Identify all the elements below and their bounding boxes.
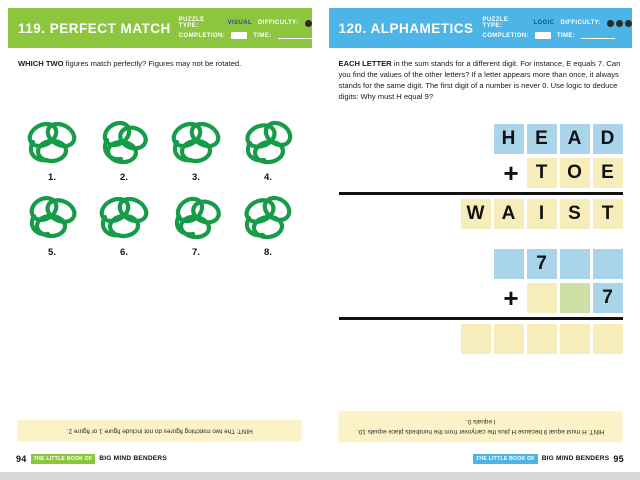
time-input-line[interactable] <box>278 32 312 39</box>
right-difficulty-dots <box>607 20 632 27</box>
word-addend-2 <box>527 158 623 188</box>
right-footer-brand: BIG MIND BENDERS <box>541 455 610 462</box>
left-header-meta <box>171 8 312 48</box>
left-hint: HINT: The two matching figures do not include figure 1 or figure 2. <box>18 420 302 442</box>
digit-cell[interactable] <box>461 324 491 354</box>
digit-addend-2[interactable] <box>527 283 623 313</box>
letter-cell: I <box>527 199 557 229</box>
right-footer-tag: THE LITTLE BOOK OF <box>473 454 538 464</box>
word-sum <box>461 199 623 229</box>
completion-checkbox[interactable] <box>231 32 247 39</box>
digit-addend-1[interactable] <box>494 249 623 279</box>
equation-spacer <box>339 233 623 249</box>
digit-cell[interactable] <box>560 283 590 313</box>
figure-7[interactable] <box>160 193 232 268</box>
completion-checkbox[interactable] <box>535 32 551 39</box>
figure-5-number: 5. <box>48 247 56 258</box>
left-completion-label: COMPLETION: <box>178 32 226 39</box>
right-prompt-lead: EACH LETTER <box>338 59 392 68</box>
knot-icon <box>93 118 155 170</box>
left-header-banner <box>8 8 312 48</box>
figures-row-2 <box>16 193 306 268</box>
figure-1-number: 1. <box>48 172 56 183</box>
right-meta-row-2 <box>483 32 633 39</box>
figure-2[interactable] <box>88 118 160 193</box>
knot-icon <box>165 193 227 245</box>
letter-cell: W <box>461 199 491 229</box>
right-header-meta <box>475 8 633 48</box>
alphametics-puzzle <box>339 124 623 358</box>
left-page-number: 94 <box>16 453 27 464</box>
digit-cell-e: 7 <box>593 283 623 313</box>
knot-icon <box>21 193 83 245</box>
left-time-label: TIME: <box>253 32 272 39</box>
digit-cell[interactable] <box>593 249 623 279</box>
plus-sign: + <box>503 283 519 313</box>
letter-cell: E <box>527 124 557 154</box>
figure-1[interactable] <box>16 118 88 193</box>
letter-cell: D <box>593 124 623 154</box>
letter-cell: T <box>527 158 557 188</box>
left-footer-tag: THE LITTLE BOOK OF <box>31 454 96 464</box>
figures-row-1 <box>16 118 306 193</box>
right-completion-label: COMPLETION: <box>482 32 529 39</box>
knot-icon <box>237 193 299 245</box>
letter-cell: T <box>593 199 623 229</box>
digit-equation-rule <box>339 317 623 320</box>
digit-cell[interactable] <box>560 324 590 354</box>
figures-grid <box>16 118 306 268</box>
digit-addend-2-row <box>339 283 623 313</box>
equation-rule <box>339 192 623 195</box>
letter-cell: E <box>593 158 623 188</box>
digit-cell[interactable] <box>527 283 557 313</box>
time-input-line[interactable] <box>581 32 615 39</box>
left-prompt-rest: figures match perfectly? Figures may not be rotated. <box>63 59 242 68</box>
left-footer <box>16 453 167 464</box>
knot-icon <box>21 118 83 170</box>
letter-cell: O <box>560 158 590 188</box>
figure-5[interactable] <box>16 193 88 268</box>
right-footer <box>473 453 624 464</box>
right-page <box>320 0 640 472</box>
right-meta-row-1 <box>483 17 633 29</box>
left-puzzle-type-value: VISUAL <box>227 20 253 26</box>
right-puzzle-title: 120. ALPHAMETICS <box>338 20 474 36</box>
right-time-label: TIME: <box>556 32 576 39</box>
figure-6[interactable] <box>88 193 160 268</box>
figure-4[interactable] <box>232 118 304 193</box>
right-hint-line-1: HINT: H must equal 9 because H plus the carryover from the hundreds place equals 10. <box>356 428 605 435</box>
left-prompt-lead: WHICH TWO <box>18 59 64 68</box>
letter-cell: H <box>494 124 524 154</box>
right-puzzle-type-value: LOGIC <box>533 20 555 26</box>
right-hint-line-2: I equals 0. <box>465 418 495 426</box>
right-prompt <box>339 58 623 102</box>
left-puzzle-title: 119. PERFECT MATCH <box>18 20 171 36</box>
right-hint <box>339 411 623 442</box>
knot-icon <box>165 118 227 170</box>
digit-sum-row <box>339 324 623 354</box>
figure-7-number: 7. <box>192 247 200 258</box>
knot-icon <box>93 193 155 245</box>
left-meta-row-1 <box>179 17 312 29</box>
figure-8-number: 8. <box>264 247 272 258</box>
left-page <box>0 0 320 472</box>
right-header-banner <box>329 8 633 48</box>
digit-cell[interactable] <box>494 249 524 279</box>
right-page-number: 95 <box>613 453 624 464</box>
digit-addend-1-row <box>339 249 623 279</box>
word-addend-1 <box>494 124 623 154</box>
left-footer-brand: BIG MIND BENDERS <box>99 455 167 462</box>
left-difficulty-dots <box>305 20 312 27</box>
figure-4-number: 4. <box>264 172 272 183</box>
figure-2-number: 2. <box>120 172 128 183</box>
word-sum-row <box>339 199 623 229</box>
figure-8[interactable] <box>232 193 304 268</box>
figure-3[interactable] <box>160 118 232 193</box>
figure-3-number: 3. <box>192 172 200 183</box>
plus-sign: + <box>503 158 519 188</box>
word-addend-2-row <box>339 158 623 188</box>
digit-cell-e: 7 <box>527 249 557 279</box>
digit-cell[interactable] <box>560 249 590 279</box>
word-addend-1-row <box>339 124 623 154</box>
right-prompt-rest: in the sum stands for a different digit. For instance, E equals 7. Can you find the values of the other letters? If a letter appears more than once, it always stands for the same digit. The first digit of a number is never 0. Use logic to deduce digits: Why must H equal 9? <box>338 59 621 101</box>
digit-sum[interactable] <box>461 324 623 354</box>
left-puzzle-type-label: PUZZLE TYPE: <box>178 17 205 29</box>
letter-cell: A <box>494 199 524 229</box>
left-meta-row-2 <box>179 32 312 39</box>
figure-6-number: 6. <box>120 247 128 258</box>
digit-cell[interactable] <box>494 324 524 354</box>
letter-cell: S <box>560 199 590 229</box>
left-difficulty-label: DIFFICULTY: <box>258 20 299 26</box>
digit-cell[interactable] <box>527 324 557 354</box>
right-puzzle-type-label: PUZZLE TYPE: <box>482 17 509 29</box>
digit-cell[interactable] <box>593 324 623 354</box>
left-prompt <box>18 58 302 69</box>
knot-icon <box>237 118 299 170</box>
letter-cell: A <box>560 124 590 154</box>
right-difficulty-label: DIFFICULTY: <box>560 20 601 26</box>
